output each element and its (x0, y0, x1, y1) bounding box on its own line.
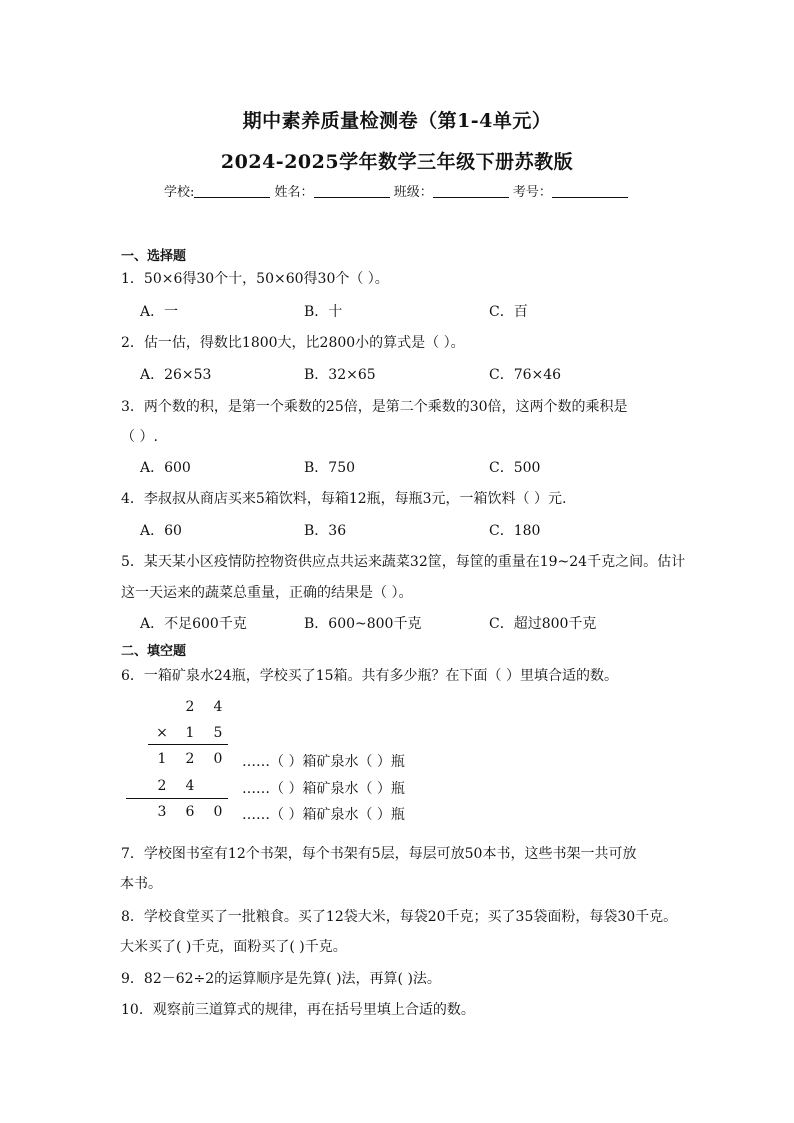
calc-digit: 1 (185, 725, 195, 741)
calc-digit: 5 (213, 725, 223, 741)
calc-digit: 2 (185, 699, 195, 715)
question-3-line-1: 3．两个数的积，是第一个乘数的25倍，是第二个乘数的30倍，这两个数的乘积是 (121, 399, 628, 415)
calc-digit: 6 (185, 804, 195, 820)
q5-option-a[interactable]: A．不足600千克 (140, 616, 247, 632)
q3-option-b[interactable]: B．750 (304, 460, 356, 476)
question-7-line-2: 本书。 (120, 876, 162, 892)
question-1: 1．50×6得30个十，50×60得30个（ ）。 (121, 271, 389, 287)
section-choice-heading: 一、选择题 (121, 249, 187, 264)
page-subtitle: 2024-2025学年数学三年级下册苏教版 (220, 151, 574, 173)
q6-fill-row-2[interactable]: ……（ ）箱矿泉水（ ）瓶 (242, 781, 405, 797)
q6-fill-row-1[interactable]: ……（ ）箱矿泉水（ ）瓶 (242, 754, 405, 770)
q3-option-a[interactable]: A．600 (140, 460, 191, 476)
question-8-line-1: 8．学校食堂买了一批粮食。买了12袋大米，每袋20千克；买了35袋面粉，每袋30千克。 (121, 909, 678, 925)
school-label: 学校: (164, 185, 195, 200)
question-5-line-2: 这一天运来的蔬菜总重量，正确的结果是（ ）。 (121, 585, 413, 601)
q3-option-c[interactable]: C．500 (489, 460, 541, 476)
q2-option-a[interactable]: A．26×53 (140, 367, 212, 383)
calc-digit: 3 (157, 804, 167, 820)
calc-digit: 2 (185, 751, 195, 767)
class-blank[interactable] (433, 185, 509, 198)
question-9: 9．82－62÷2的运算顺序是先算( )法，再算( )法。 (121, 971, 441, 987)
question-6: 6．一箱矿泉水24瓶，学校买了15箱。共有多少瓶？在下面（ ）里填合适的数。 (121, 668, 618, 684)
exam-number-blank[interactable] (552, 185, 628, 198)
calc-divider-line (148, 744, 228, 745)
section-fill-heading: 二、填空题 (121, 644, 187, 659)
q6-fill-row-3[interactable]: ……（ ）箱矿泉水（ ）瓶 (242, 807, 405, 823)
name-label: 姓名： (274, 185, 314, 200)
school-blank[interactable] (194, 185, 270, 198)
question-10: 10．观察前三道算式的规律，再在括号里填上合适的数。 (121, 1002, 475, 1018)
q4-option-b[interactable]: B．36 (304, 523, 347, 539)
q5-option-b[interactable]: B．600~800千克 (304, 616, 422, 632)
q1-option-c[interactable]: C．百 (489, 304, 528, 320)
exam-number-label: 考号： (512, 185, 552, 200)
multiply-sign: × (156, 725, 168, 741)
question-2: 2．估一估，得数比1800大，比2800小的算式是（ ）。 (121, 335, 465, 351)
question-4: 4．李叔叔从商店买来5箱饮料，每箱12瓶，每瓶3元，一箱饮料（ ）元. (121, 491, 567, 507)
q4-option-a[interactable]: A．60 (140, 523, 182, 539)
q2-option-c[interactable]: C．76×46 (489, 367, 562, 383)
q2-option-b[interactable]: B．32×65 (304, 367, 376, 383)
q5-option-c[interactable]: C．超过800千克 (489, 616, 597, 632)
page-title: 期中素养质量检测卷（第1-4单元） (242, 110, 552, 132)
question-8-line-2: 大米买了( )千克，面粉买了( )千克。 (120, 939, 347, 955)
calc-divider-line (126, 798, 228, 799)
calc-digit: 4 (213, 699, 223, 715)
calc-digit: 2 (157, 778, 167, 794)
question-5-line-1: 5．某天某小区疫情防控物资供应点共运来蔬菜32筐，每筐的重量在19~24千克之间。估计 (121, 554, 686, 570)
calc-digit: 0 (213, 751, 223, 767)
calc-digit: 1 (157, 751, 167, 767)
student-info-line (164, 181, 628, 200)
calc-digit: 4 (185, 778, 195, 794)
q4-option-c[interactable]: C．180 (489, 523, 541, 539)
q1-option-b[interactable]: B．十 (304, 304, 343, 320)
calc-digit: 0 (213, 804, 223, 820)
name-blank[interactable] (314, 185, 390, 198)
class-label: 班级： (393, 185, 433, 200)
question-3-line-2: （ ）. (121, 429, 158, 445)
q1-option-a[interactable]: A．一 (140, 304, 179, 320)
question-7-line-1: 7．学校图书室有12个书架，每个书架有5层，每层可放50本书，这些书架一共可放 (121, 846, 637, 862)
